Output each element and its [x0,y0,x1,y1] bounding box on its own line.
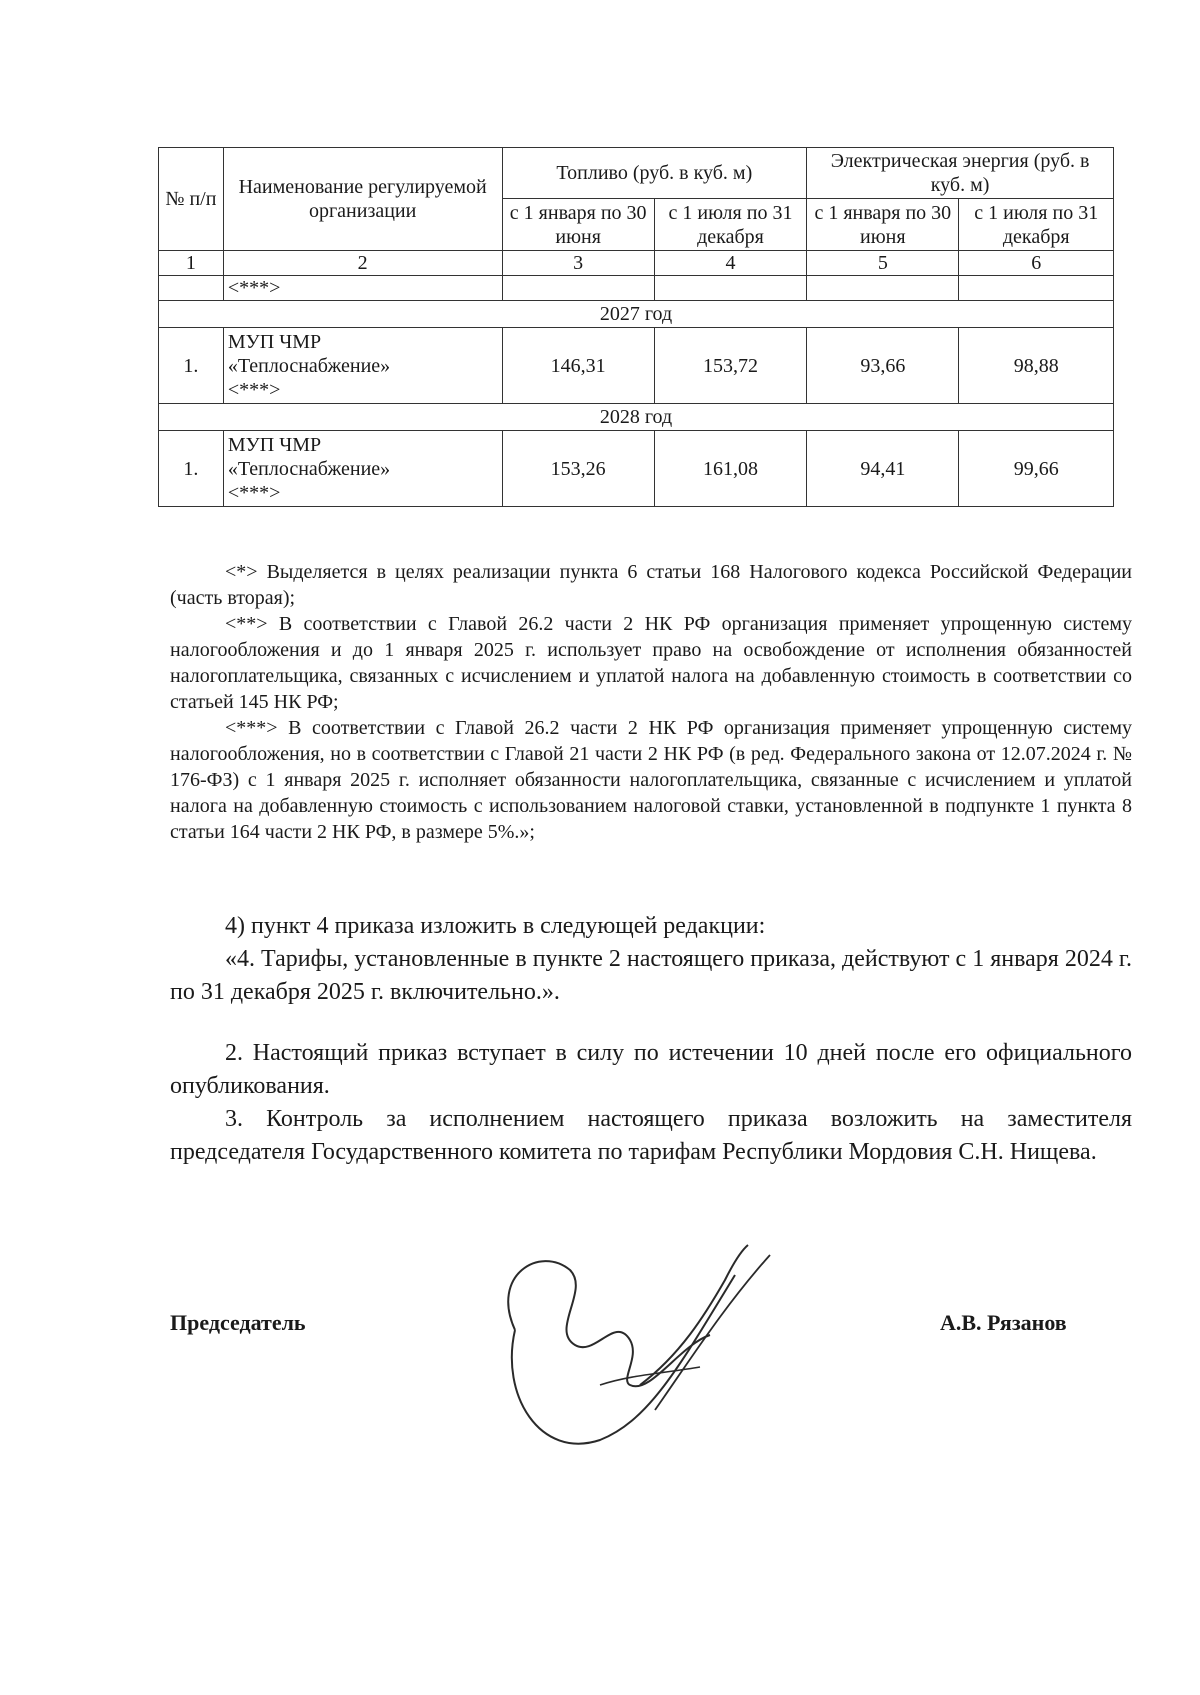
header-elec-jan-jun: с 1 января по 30 июня [807,199,959,251]
row-num: 1. [159,431,224,507]
col-number: 6 [959,251,1114,276]
table-row [159,328,1114,404]
year-row [159,404,1114,431]
elec-jan-jun-value: 94,41 [807,431,959,507]
footnote: <***> В соответствии с Главой 26.2 части 2 НК РФ организация применяет упрощенную систему налогообложения, но в соответствии с Главой 21 части 2 НК РФ (в ред. Федерального закона от 12.07.2024 г. № 176-ФЗ) с 1 января 2025 г. исполняет обязанности налогоплательщика, связанные с исчислением и уплатой налога на добавленную стоимость с использованием налоговой ставки, установленной в подпункте 1 пункта 8 статьи 164 части 2 НК РФ, в размере 5%.»; [170,717,1132,843]
elec-jul-dec-value: 99,66 [959,431,1114,507]
header-elec-jul-dec: с 1 июля по 31 декабря [959,199,1114,251]
elec-jul-dec-value: 98,88 [959,328,1114,404]
fuel-jan-jun-value: 153,26 [502,431,654,507]
col-number: 5 [807,251,959,276]
body-text [170,910,1132,1169]
org-note: <***> [227,378,281,401]
header-electricity: Электрическая энергия (руб. в куб. м) [807,148,1114,199]
org-line: МУП ЧМР [227,330,322,353]
year-row [159,301,1114,328]
signer-name: А.В. Рязанов [940,1310,1067,1335]
year-label: 2028 год [159,404,1114,431]
fuel-jul-dec-value: 161,08 [654,431,806,507]
header-fuel: Топливо (руб. в куб. м) [502,148,807,199]
col-number: 2 [223,251,502,276]
footnote: <**> В соответствии с Главой 26.2 части 2 НК РФ организация применяет упрощенную систему налогообложения и до 1 января 2025 г. использует право на освобождение от исполнения обязанностей налогоплательщика, связанных с исчислением и уплатой налога на добавленную стоимость в соответствии со статьей 145 НК РФ; [170,613,1132,713]
elec-jan-jun-value: 93,66 [807,328,959,404]
col-number: 1 [159,251,224,276]
org-name [223,431,502,507]
fuel-jul-dec-value: 153,72 [654,328,806,404]
footnote: <*> Выделяется в целях реализации пункта 6 статьи 168 Налогового кодекса Российской Федерации (часть вторая); [170,561,1132,609]
header-org-name: Наименование регулируемой организации [223,148,502,251]
header-num: № п/п [159,148,224,251]
table-row [159,431,1114,507]
org-line: «Теплоснабжение» [227,457,391,480]
year-label: 2027 год [159,301,1114,328]
col-number: 3 [502,251,654,276]
row-num: 1. [159,328,224,404]
org-note: <***> [227,481,281,504]
signer-title: Председатель [170,1310,306,1335]
clause-2: 2. Настоящий приказ вступает в силу по истечении 10 дней после его официального опубликования. [170,1040,1132,1099]
clause-3: 3. Контроль за исполнением настоящего приказа возложить на заместителя председателя Государственного комитета по тарифам Республики Мордовия С.Н. Нищева. [170,1106,1132,1165]
column-numbers-row [159,251,1114,276]
handwritten-signature [480,1235,780,1465]
footnotes [170,559,1132,845]
org-name [223,328,502,404]
item-4-text: «4. Тарифы, установленные в пункте 2 настоящего приказа, действуют с 1 января 2024 г. по 31 декабря 2025 г. включительно.». [170,946,1132,1005]
org-line: МУП ЧМР [227,433,322,456]
tariff-table [158,147,1114,507]
table-row [159,276,1114,301]
fuel-jan-jun-value: 146,31 [502,328,654,404]
header-fuel-jul-dec: с 1 июля по 31 декабря [654,199,806,251]
col-number: 4 [654,251,806,276]
org-line: «Теплоснабжение» [227,354,391,377]
item-4-heading: 4) пункт 4 приказа изложить в следующей редакции: [225,913,766,939]
header-fuel-jan-jun: с 1 января по 30 июня [502,199,654,251]
org-note: <***> [223,276,502,301]
